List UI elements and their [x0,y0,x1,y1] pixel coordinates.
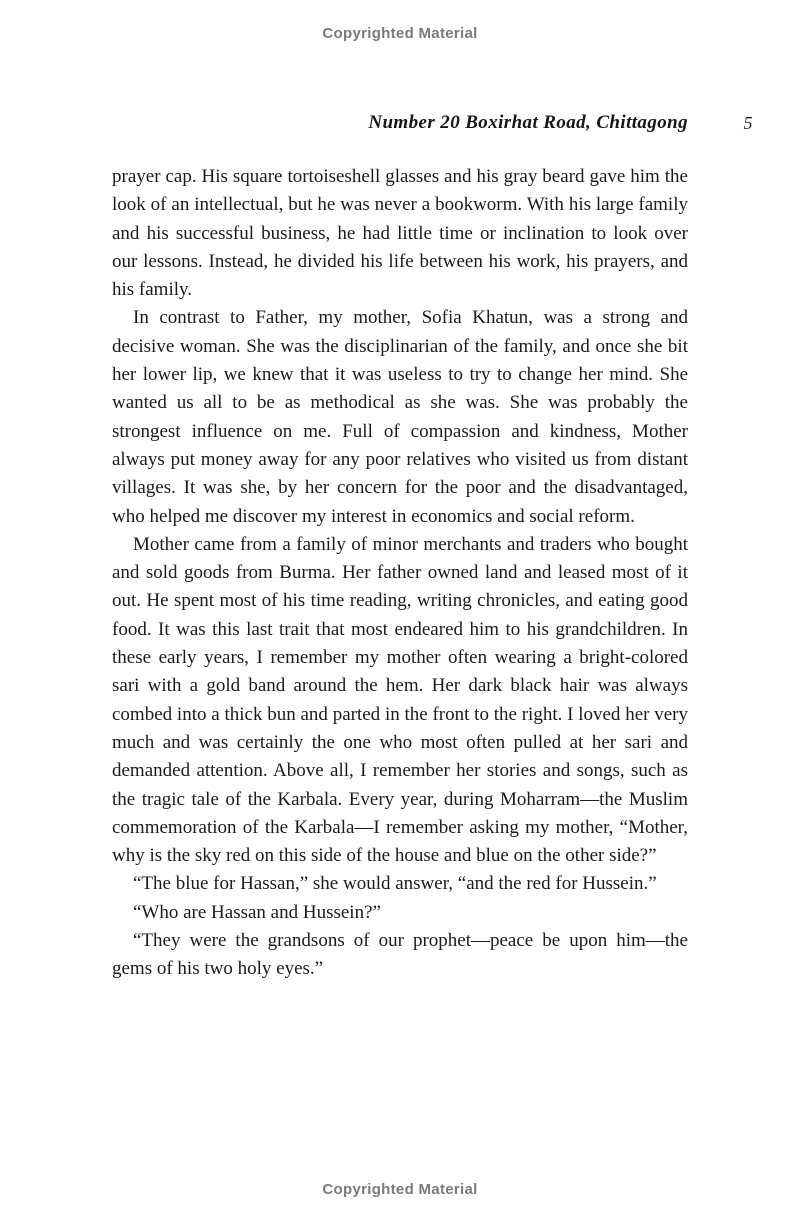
paragraph: In contrast to Father, my mother, Sofia Khatun, was a strong and decisive woman. She was the disciplinarian of the family, and once she bit her lower lip, we knew that it was useless to try to change her mind. She wanted us all to be as methodical as she was. She was probably the strongest influence on me. Full of compassion and kindness, Mother always put money away for any poor relatives who visited us from distant villages. It was she, by her concern for the poor and the disadvantaged, who helped me discover my interest in economics and social reform. [112,307,688,527]
paragraph: “Who are Hassan and Hussein?” [133,901,381,923]
paragraph: “They were the grandsons of our prophet—peace be upon him—the gems of his two holy eyes.” [112,930,688,980]
copyright-watermark-bottom: Copyrighted Material [322,1181,478,1198]
page-number: 5 [743,113,753,133]
copyright-watermark-top: Copyrighted Material [322,25,478,42]
paragraph: “The blue for Hassan,” she would answer, “and the red for Hussein.” [133,873,657,895]
paragraph: Mother came from a family of minor merchants and traders who bought and sold goods from Burma. Her father owned land and leased most of it out. He spent most of his time reading, writing chronicles, and eating good food. It was this last trait that most endeared him to his grandchildren. In these early years, I remember my mother often wearing a bright-colored sari with a gold band around the hem. Her dark black hair was always combed into a thick bun and parted in the front to the right. I loved her very much and was certainly the one who most often pulled at her sari and demanded attention. Above all, I remember her stories and songs, such as the tragic tale of the Karbala. Every year, during Moharram—the Muslim commemoration of the Karbala—I remember asking my mother, “Mother, why is the sky red on this side of the house and blue on the other side?” [112,533,688,867]
paragraph: prayer cap. His square tortoiseshell glasses and his gray beard gave him the look of an intellectual, but he was never a bookworm. With his large family and his successful business, he had little time or inclination to look over our lessons. Instead, he divided his life between his work, his prayers, and his family. [112,166,688,301]
body-text-block [112,163,688,984]
running-header-title: Number 20 Boxirhat Road, Chittagong [368,112,688,133]
